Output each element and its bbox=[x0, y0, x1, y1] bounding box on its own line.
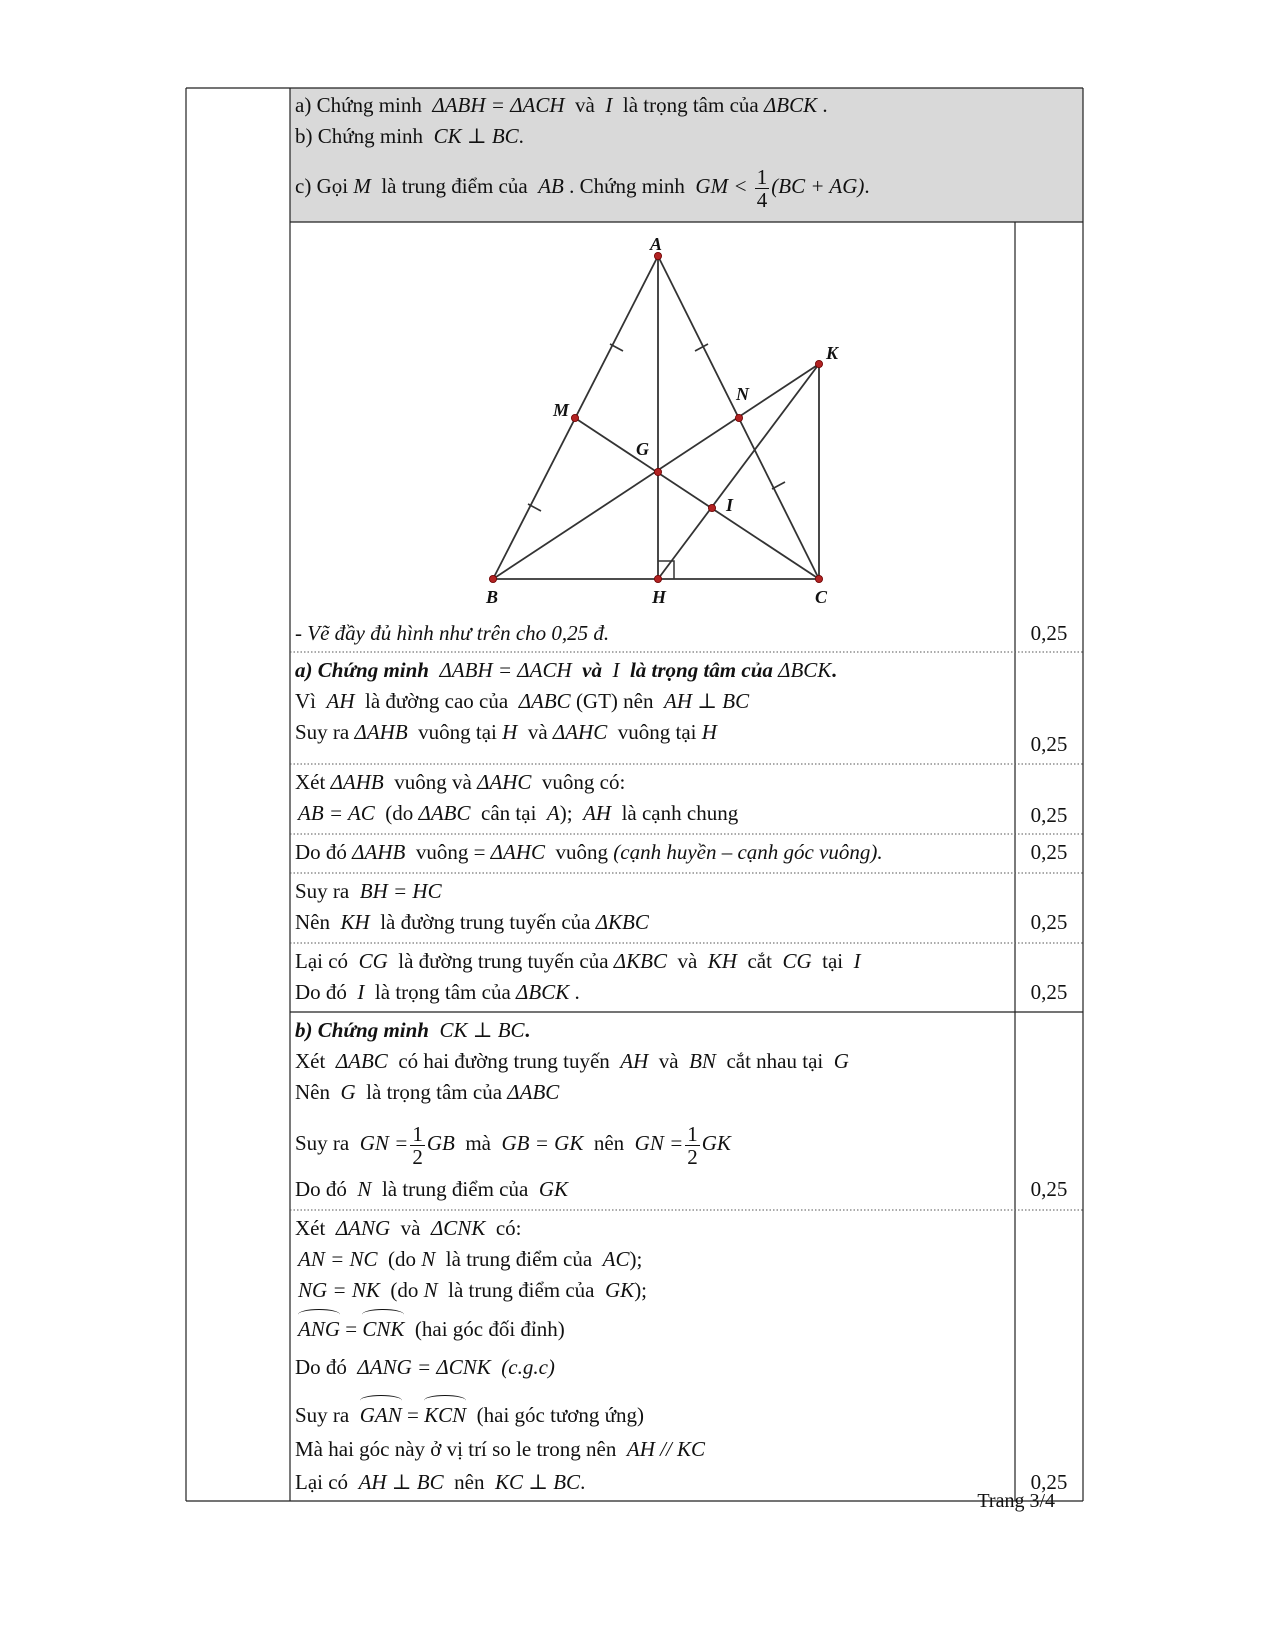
score: 0,25 bbox=[1030, 840, 1068, 864]
part-a-step4-line1: Suy ra BH = HC bbox=[295, 879, 442, 903]
geometry-figure bbox=[470, 228, 870, 608]
figure-note: - Vẽ đầy đủ hình như trên cho 0,25 đ. bbox=[295, 621, 610, 645]
part-a-step3: Do đó ΔAHB vuông = ΔAHC vuông (cạnh huyền – cạnh góc vuông). bbox=[295, 840, 883, 864]
part-b-step2-line3: NG = NK (do N là trung điểm của GK); bbox=[298, 1278, 648, 1302]
label-G: G bbox=[636, 439, 649, 459]
point-C bbox=[815, 575, 822, 582]
tick-mark bbox=[772, 482, 785, 489]
score: 0,25 bbox=[1030, 1177, 1068, 1201]
point-H bbox=[654, 575, 661, 582]
point-K bbox=[815, 360, 822, 367]
score: 0,25 bbox=[1030, 732, 1068, 756]
page-number: Trang 3/4 bbox=[977, 1490, 1055, 1512]
label-A: A bbox=[650, 234, 663, 254]
question-c: c) Gọi M là trung điểm của AB . Chứng minh GM < $\frac{1}{4}$ (BC + AG). bbox=[295, 164, 870, 212]
segment-MC bbox=[575, 418, 819, 579]
point-N bbox=[735, 414, 742, 421]
part-a-step5-line2: Do đó I là trọng tâm của ΔBCK . bbox=[295, 980, 580, 1004]
part-b-step2-line7: Mà hai góc này ở vị trí so le trong nên AH // KC bbox=[295, 1437, 706, 1461]
part-b-step1-line1: Xét ΔABC có hai đường trung tuyến AH và BN cắt nhau tại G bbox=[295, 1049, 849, 1073]
label-M: M bbox=[553, 400, 570, 420]
part-a-step2-line1: Xét ΔAHB vuông và ΔAHC vuông có: bbox=[295, 770, 626, 794]
question-a: a) Chứng minh ΔABH = ΔACH và I là trọng tâm của ΔBCK . bbox=[295, 93, 828, 117]
label-H: H bbox=[652, 587, 667, 607]
point-I bbox=[708, 504, 715, 511]
part-a-step2-line2: AB = AC (do ΔABC cân tại A); AH là cạnh chung bbox=[298, 801, 739, 825]
point-M bbox=[571, 414, 578, 421]
part-b-step2-line5: Do đó ΔANG = ΔCNK (c.g.c) bbox=[295, 1355, 555, 1379]
score: 0,25 bbox=[1030, 980, 1068, 1004]
part-b-step2-line1: Xét ΔANG và ΔCNK có: bbox=[295, 1216, 522, 1240]
label-I: I bbox=[726, 495, 734, 515]
part-b-step2-line6: Suy ra GAN = KCN (hai góc tương ứng) bbox=[295, 1400, 644, 1431]
score: 0,25 bbox=[1030, 803, 1068, 827]
part-a-step4-line2: Nên KH là đường trung tuyến của ΔKBC bbox=[295, 910, 649, 934]
part-a-title: a) Chứng minh ΔABH = ΔACH và I là trọng tâm của ΔBCK. bbox=[295, 658, 837, 682]
part-b-step2-line8: Lại có AH ⊥ BC nên KC ⊥ BC. bbox=[295, 1470, 586, 1494]
part-b-step2-line4: ANG = CNK (hai góc đối đỉnh) bbox=[298, 1314, 565, 1345]
score: 0,25 bbox=[1030, 1470, 1068, 1494]
score: 0,25 bbox=[1030, 910, 1068, 934]
part-a-step1-line2: Suy ra ΔAHB vuông tại H và ΔAHC vuông tại H bbox=[295, 720, 717, 744]
point-B bbox=[489, 575, 496, 582]
label-K: K bbox=[826, 343, 839, 363]
part-b-step1-line3: Suy ra GN = $\frac{1}{2}$ GB mà GB = GK nên GN = $\frac{1}{2}$ GK bbox=[295, 1121, 731, 1169]
part-a-step1-line1: Vì AH là đường cao của ΔABC (GT) nên AH ⊥ BC bbox=[295, 689, 750, 713]
part-b-title: b) Chứng minh CK ⊥ BC. bbox=[295, 1018, 530, 1042]
part-b-step1-line4: Do đó N là trung điểm của GK bbox=[295, 1177, 568, 1201]
label-B: B bbox=[486, 587, 499, 607]
label-N: N bbox=[736, 384, 749, 404]
label-C: C bbox=[815, 587, 828, 607]
part-b-step1-line2: Nên G là trọng tâm của ΔABC bbox=[295, 1080, 560, 1104]
score: 0,25 bbox=[1030, 621, 1068, 645]
question-b: b) Chứng minh CK ⊥ BC. bbox=[295, 124, 524, 148]
part-a-step5-line1: Lại có CG là đường trung tuyến của ΔKBC và KH cắt CG tại I bbox=[295, 949, 861, 973]
part-b-step2-line2: AN = NC (do N là trung điểm của AC); bbox=[298, 1247, 643, 1271]
point-G bbox=[654, 468, 661, 475]
